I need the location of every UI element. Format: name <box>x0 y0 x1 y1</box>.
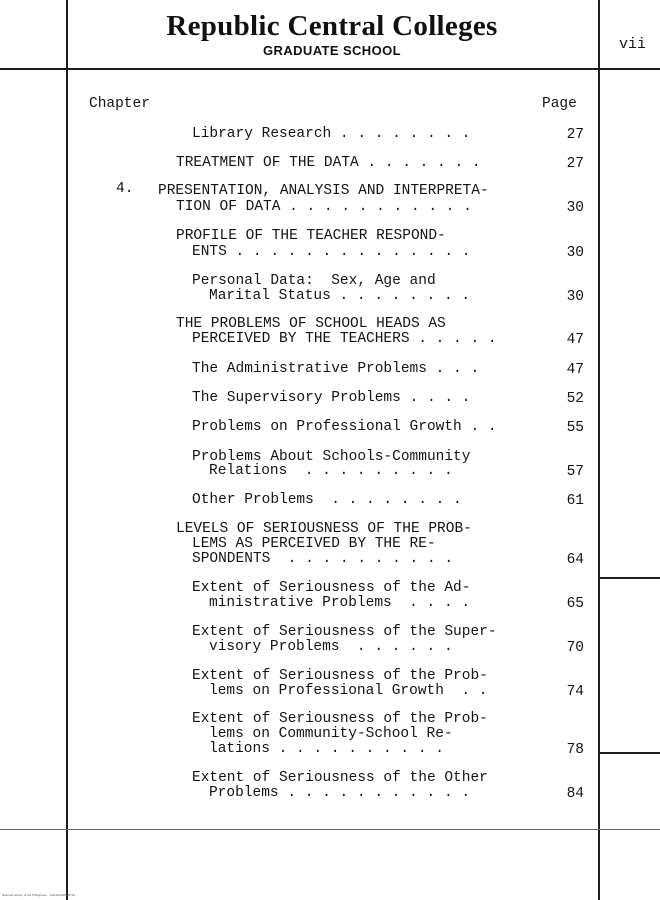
entry-page: 27 <box>566 127 584 143</box>
chapter-label: Chapter <box>89 96 150 112</box>
right-margin-rule <box>598 0 600 900</box>
entry-line: lations . . . . . . . . . . <box>209 741 444 757</box>
entry-page: 84 <box>566 786 584 802</box>
entry-line: PRESENTATION, ANALYSIS AND INTERPRETA- <box>158 183 489 199</box>
entry-line: Extent of Seriousness of the Other <box>192 770 488 786</box>
entry-line: ministrative Problems . . . . <box>209 595 471 611</box>
entry-page: 47 <box>566 362 584 378</box>
entry-line: lems on Community-School Re- <box>209 726 453 742</box>
chapter-number: 4. <box>116 181 134 197</box>
right-tick-lower <box>598 752 660 754</box>
entry-line: THE PROBLEMS OF SCHOOL HEADS AS <box>176 316 446 332</box>
entry-page: 30 <box>566 245 584 261</box>
entry-line: Extent of Seriousness of the Prob- <box>192 668 488 684</box>
entry-line: Library Research . . . . . . . . <box>192 126 471 142</box>
entry-line: TION OF DATA . . . . . . . . . . . <box>176 199 472 215</box>
entry-page: 61 <box>566 493 584 509</box>
entry-page: 30 <box>566 289 584 305</box>
entry-page: 65 <box>566 596 584 612</box>
entry-line: LEMS AS PERCEIVED BY THE RE- <box>192 536 436 552</box>
entry-page: 70 <box>566 640 584 656</box>
entry-line: TREATMENT OF THE DATA . . . . . . . <box>176 155 481 171</box>
entry-line: Problems About Schools-Community <box>192 449 471 465</box>
entry-line: PROFILE OF THE TEACHER RESPOND- <box>176 228 446 244</box>
entry-line: PERCEIVED BY THE TEACHERS . . . . . <box>192 331 497 347</box>
entry-line: Extent of Seriousness of the Ad- <box>192 580 471 596</box>
entry-page: 52 <box>566 391 584 407</box>
entry-line: ENTS . . . . . . . . . . . . . . <box>192 244 471 260</box>
entry-line: Extent of Seriousness of the Super- <box>192 624 497 640</box>
entry-page: 64 <box>566 552 584 568</box>
entry-line: Relations . . . . . . . . . <box>209 463 453 479</box>
left-margin-rule <box>66 0 68 900</box>
entry-page: 47 <box>566 332 584 348</box>
roman-page-number: vii <box>618 36 646 53</box>
entry-line: The Administrative Problems . . . <box>192 361 480 377</box>
page-label: Page <box>542 96 577 112</box>
entry-line: The Supervisory Problems . . . . <box>192 390 471 406</box>
entry-line: SPONDENTS . . . . . . . . . . <box>192 551 454 567</box>
college-title: Republic Central Colleges <box>166 10 498 42</box>
entry-line: Problems . . . . . . . . . . . <box>209 785 471 801</box>
entry-line: Personal Data: Sex, Age and <box>192 273 436 289</box>
entry-line: lems on Professional Growth . . <box>209 683 488 699</box>
right-tick-upper <box>598 577 660 579</box>
header-bottom-rule <box>0 68 660 70</box>
entry-line: LEVELS OF SERIOUSNESS OF THE PROB- <box>176 521 472 537</box>
scan-footer-text: National Library of the Philippines · 1c2b3d4e5f600719 <box>2 893 76 897</box>
entry-line: Other Problems . . . . . . . . <box>192 492 462 508</box>
entry-page: 55 <box>566 420 584 436</box>
entry-line: Marital Status . . . . . . . . <box>209 288 471 304</box>
entry-line: Problems on Professional Growth . . <box>192 419 497 435</box>
entry-page: 78 <box>566 742 584 758</box>
entry-page: 27 <box>566 156 584 172</box>
graduate-school-subtitle: GRADUATE SCHOOL <box>263 43 401 58</box>
footer-top-rule <box>0 829 660 830</box>
entry-line: Extent of Seriousness of the Prob- <box>192 711 488 727</box>
entry-line: visory Problems . . . . . . <box>209 639 453 655</box>
entry-page: 30 <box>566 200 584 216</box>
entry-page: 74 <box>566 684 584 700</box>
entry-page: 57 <box>566 464 584 480</box>
